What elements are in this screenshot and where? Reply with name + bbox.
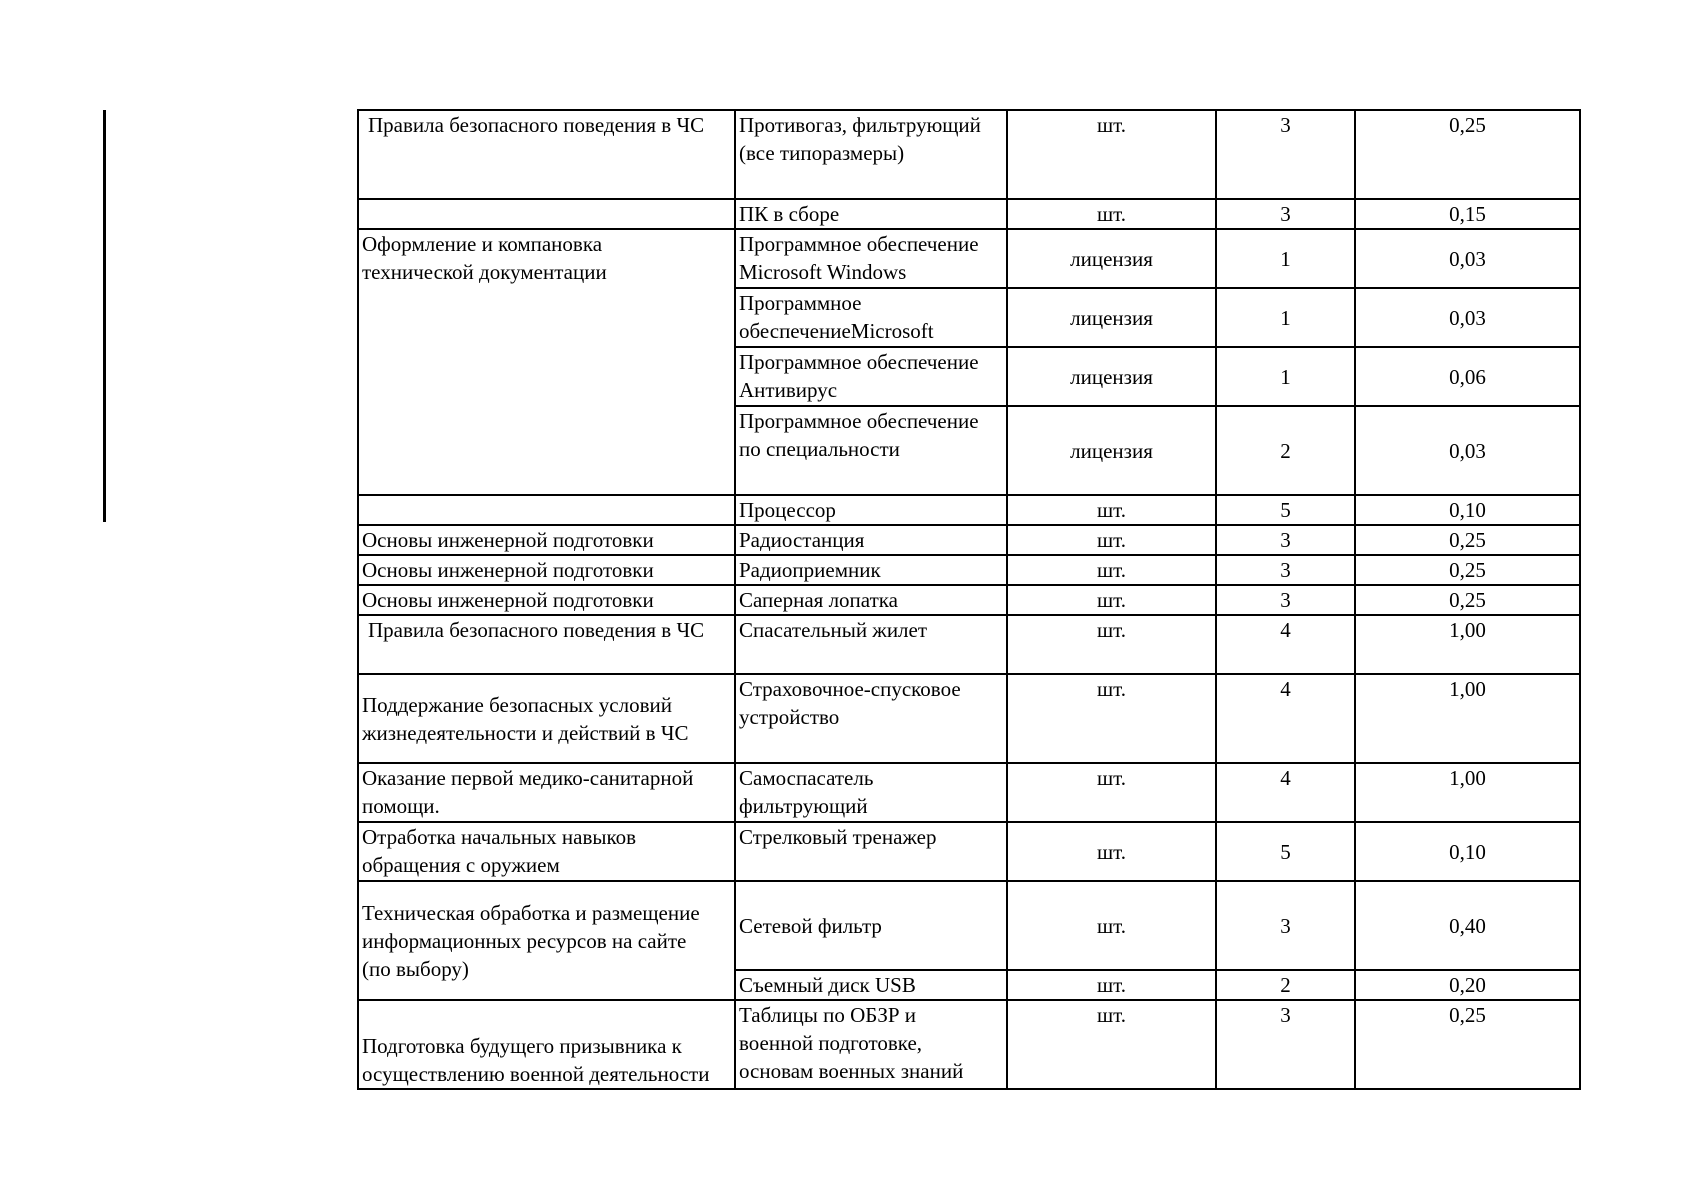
rate-cell: 0,40 — [1355, 881, 1580, 970]
equipment-cell: Программное обеспечение Антивирус — [735, 347, 1007, 406]
rate-cell: 0,25 — [1355, 525, 1580, 555]
discipline-cell: Основы инженерной подготовки — [358, 555, 735, 585]
equipment-cell: Стрелковый тренажер — [735, 822, 1007, 881]
equipment-cell: ПК в сборе — [735, 199, 1007, 229]
discipline-cell: Поддержание безопасных условий жизнедеятельности и действий в ЧС — [358, 674, 735, 763]
rate-cell: 0,06 — [1355, 347, 1580, 406]
equipment-cell: Программное обеспечение Microsoft Windows — [735, 229, 1007, 288]
unit-cell: шт. — [1007, 763, 1216, 822]
rate-cell: 0,10 — [1355, 822, 1580, 881]
unit-cell: лицензия — [1007, 229, 1216, 288]
rate-cell: 0,25 — [1355, 110, 1580, 199]
unit-cell: лицензия — [1007, 406, 1216, 495]
discipline-cell: Оказание первой медико-санитарной помощи. — [358, 763, 735, 822]
equipment-cell: Радиоприемник — [735, 555, 1007, 585]
rate-cell: 0,25 — [1355, 555, 1580, 585]
table-row — [358, 763, 1580, 822]
rate-cell: 0,03 — [1355, 229, 1580, 288]
table-row — [358, 525, 1580, 555]
equipment-cell: Программное обеспечение по специальности — [735, 406, 1007, 495]
page-margin-line — [103, 110, 106, 522]
table-row — [358, 199, 1580, 229]
quantity-cell: 2 — [1216, 970, 1355, 1000]
table-row — [358, 881, 1580, 970]
unit-cell: шт. — [1007, 525, 1216, 555]
equipment-cell: Спасательный жилет — [735, 615, 1007, 674]
unit-cell: лицензия — [1007, 347, 1216, 406]
table-row — [358, 822, 1580, 881]
unit-cell: шт. — [1007, 822, 1216, 881]
discipline-cell: Правила безопасного поведения в ЧС — [358, 110, 735, 199]
discipline-cell: Оформление и компановка технической документации — [358, 229, 735, 495]
unit-cell: лицензия — [1007, 288, 1216, 347]
discipline-cell: Отработка начальных навыков обращения с оружием — [358, 822, 735, 881]
equipment-cell: Съемный диск USB — [735, 970, 1007, 1000]
unit-cell: шт. — [1007, 615, 1216, 674]
unit-cell: шт. — [1007, 881, 1216, 970]
quantity-cell: 1 — [1216, 288, 1355, 347]
rate-cell: 1,00 — [1355, 674, 1580, 763]
table-row — [358, 229, 1580, 288]
discipline-cell — [358, 199, 735, 229]
quantity-cell: 4 — [1216, 674, 1355, 763]
equipment-cell: Таблицы по ОБЗР и военной подготовке, основам военных знаний — [735, 1000, 1007, 1089]
table-row — [358, 1000, 1580, 1089]
quantity-cell: 5 — [1216, 495, 1355, 525]
quantity-cell: 3 — [1216, 555, 1355, 585]
unit-cell: шт. — [1007, 970, 1216, 1000]
rate-cell: 0,25 — [1355, 585, 1580, 615]
equipment-cell: Страховочное-спусковое устройство — [735, 674, 1007, 763]
quantity-cell: 1 — [1216, 229, 1355, 288]
unit-cell: шт. — [1007, 585, 1216, 615]
table-row — [358, 110, 1580, 199]
unit-cell: шт. — [1007, 555, 1216, 585]
equipment-cell: Саперная лопатка — [735, 585, 1007, 615]
quantity-cell: 3 — [1216, 110, 1355, 199]
table-row — [358, 555, 1580, 585]
equipment-cell: Самоспасатель фильтрующий — [735, 763, 1007, 822]
discipline-cell — [358, 495, 735, 525]
rate-cell: 1,00 — [1355, 615, 1580, 674]
discipline-cell: Основы инженерной подготовки — [358, 585, 735, 615]
table-row — [358, 674, 1580, 763]
rate-cell: 0,20 — [1355, 970, 1580, 1000]
discipline-cell: Правила безопасного поведения в ЧС — [358, 615, 735, 674]
equipment-cell: Программное обеспечениеMicrosoft — [735, 288, 1007, 347]
table-row — [358, 585, 1580, 615]
equipment-cell: Сетевой фильтр — [735, 881, 1007, 970]
rate-cell: 0,03 — [1355, 288, 1580, 347]
unit-cell: шт. — [1007, 1000, 1216, 1089]
quantity-cell: 3 — [1216, 199, 1355, 229]
unit-cell: шт. — [1007, 199, 1216, 229]
quantity-cell: 5 — [1216, 822, 1355, 881]
unit-cell: шт. — [1007, 110, 1216, 199]
quantity-cell: 1 — [1216, 347, 1355, 406]
rate-cell: 0,10 — [1355, 495, 1580, 525]
quantity-cell: 4 — [1216, 615, 1355, 674]
discipline-cell: Основы инженерной подготовки — [358, 525, 735, 555]
table-row — [358, 615, 1580, 674]
discipline-cell: Подготовка будущего призывника к осуществлению военной деятельности — [358, 1000, 735, 1089]
equipment-table — [357, 109, 1581, 1090]
quantity-cell: 2 — [1216, 406, 1355, 495]
unit-cell: шт. — [1007, 495, 1216, 525]
table-row — [358, 495, 1580, 525]
unit-cell: шт. — [1007, 674, 1216, 763]
discipline-cell: Техническая обработка и размещение информационных ресурсов на сайте (по выбору) — [358, 881, 735, 1000]
equipment-cell: Процессор — [735, 495, 1007, 525]
equipment-cell: Противогаз, фильтрующий (все типоразмеры) — [735, 110, 1007, 199]
quantity-cell: 3 — [1216, 525, 1355, 555]
quantity-cell: 3 — [1216, 881, 1355, 970]
rate-cell: 0,03 — [1355, 406, 1580, 495]
quantity-cell: 3 — [1216, 585, 1355, 615]
equipment-cell: Радиостанция — [735, 525, 1007, 555]
quantity-cell: 3 — [1216, 1000, 1355, 1089]
rate-cell: 0,15 — [1355, 199, 1580, 229]
rate-cell: 0,25 — [1355, 1000, 1580, 1089]
quantity-cell: 4 — [1216, 763, 1355, 822]
rate-cell: 1,00 — [1355, 763, 1580, 822]
